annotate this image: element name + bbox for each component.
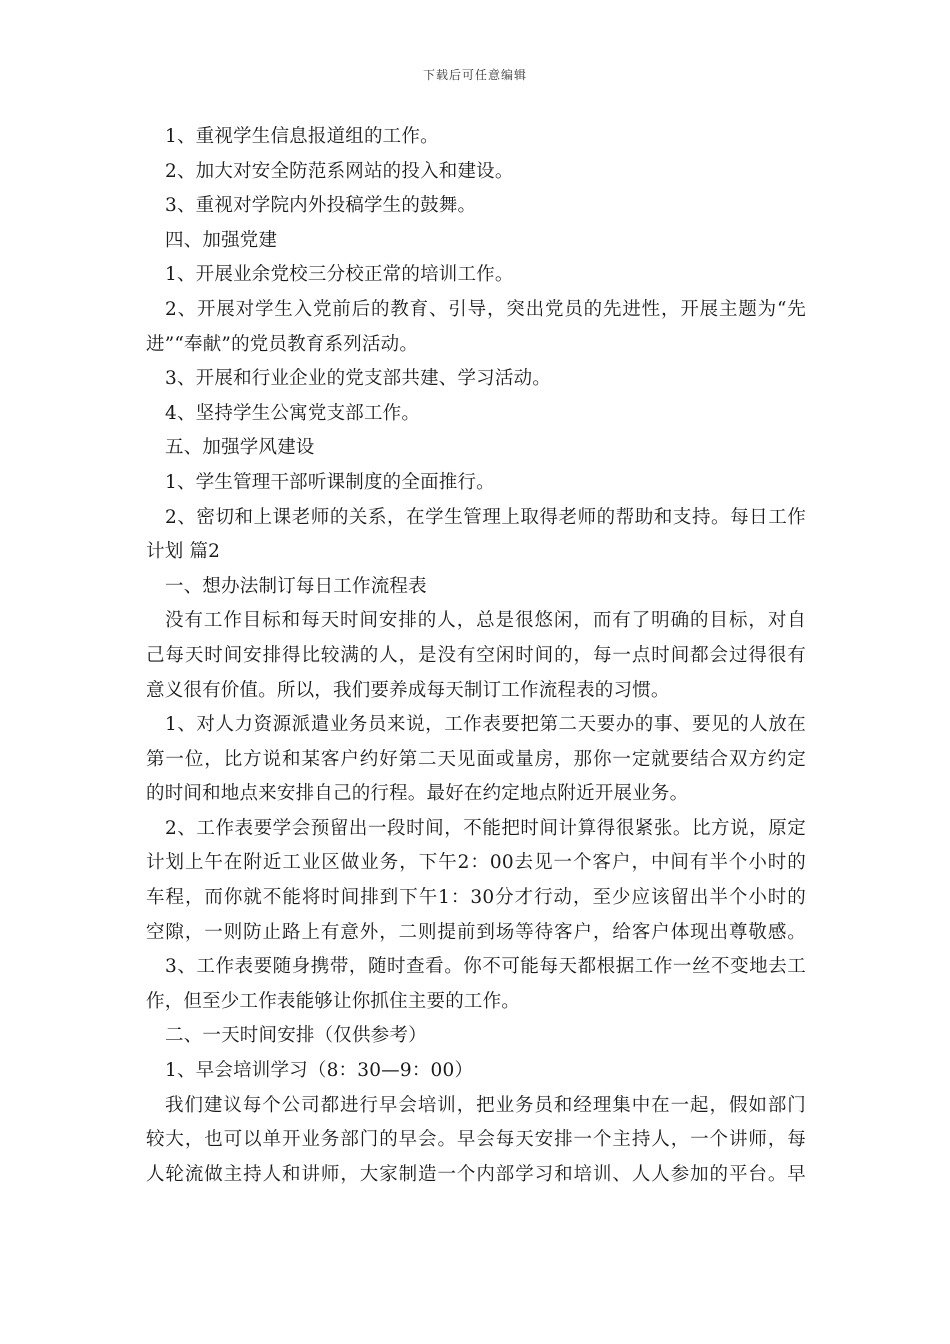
text-line: 的时间和地点来安排自己的行程。最好在约定地点附近开展业务。 xyxy=(146,783,689,805)
text-line: 1、开展业余党校三分校正常的培训工作。 xyxy=(165,264,514,286)
text-line: 车程，而你就不能将时间排到下午1：30分才行动，至少应该留出半个小时的 xyxy=(146,887,806,909)
text-line: 第一位，比方说和某客户约好第二天见面或量房，那你一定就要结合双方约定 xyxy=(146,748,806,770)
text-line: 1、对人力资源派遣业务员来说，工作表要把第二天要办的事、要见的人放在 xyxy=(165,714,806,736)
text-line: 2、密切和上课老师的关系，在学生管理上取得老师的帮助和支持。每日工作 xyxy=(165,506,806,528)
text-line: 没有工作目标和每天时间安排的人，总是很悠闲，而有了明确的目标，对自 xyxy=(165,610,806,632)
text-line: 3、工作表要随身携带，随时查看。你不可能每天都根据工作一丝不变地去工 xyxy=(165,956,806,978)
text-line: 人轮流做主持人和讲师，大家制造一个内部学习和培训、人人参加的平台。早 xyxy=(146,1163,806,1185)
text-line: 1、早会培训学习（8：30—9：00） xyxy=(165,1060,474,1082)
text-line: 1、学生管理干部听课制度的全面推行。 xyxy=(165,471,495,493)
text-line: 较大，也可以单开业务部门的早会。早会每天安排一个主持人，一个讲师，每 xyxy=(146,1129,806,1151)
text-line: 进”“奉献”的党员教育系列活动。 xyxy=(146,333,419,355)
text-line: 一、想办法制订每日工作流程表 xyxy=(165,575,427,597)
text-line: 3、重视对学院内外投稿学生的鼓舞。 xyxy=(165,195,477,217)
text-line: 2、加大对安全防范系网站的投入和建设。 xyxy=(165,160,514,182)
page-header: 下载后可任意编辑 xyxy=(422,68,527,82)
text-line: 四、加强党建 xyxy=(165,229,278,251)
text-line: 作，但至少工作表能够让你抓住主要的工作。 xyxy=(146,990,521,1012)
text-line: 五、加强学风建设 xyxy=(165,437,315,459)
text-line: 2、工作表要学会预留出一段时间，不能把时间计算得很紧张。比方说，原定 xyxy=(165,817,806,839)
text-line: 意义很有价值。所以，我们要养成每天制订工作流程表的习惯。 xyxy=(146,679,670,701)
text-line: 我们建议每个公司都进行早会培训，把业务员和经理集中在一起，假如部门 xyxy=(165,1094,806,1116)
text-line: 4、坚持学生公寓党支部工作。 xyxy=(165,402,421,424)
document-body xyxy=(146,120,806,1192)
text-line: 二、一天时间安排（仅供参考） xyxy=(165,1025,427,1047)
text-line: 1、重视学生信息报道组的工作。 xyxy=(165,126,439,147)
text-line: 2、开展对学生入党前后的教育、引导，突出党员的先进性，开展主题为“先 xyxy=(165,298,806,320)
text-line: 己每天时间安排得比较满的人，是没有空闲时间的，每一点时间都会过得很有 xyxy=(146,644,806,666)
text-line: 计划上午在附近工业区做业务，下午2：00去见一个客户，中间有半个小时的 xyxy=(146,852,806,874)
text-line: 计划 篇2 xyxy=(146,541,221,563)
text-line: 3、开展和行业企业的党支部共建、学习活动。 xyxy=(165,368,551,390)
text-line: 空隙，一则防止路上有意外，二则提前到场等待客户，给客户体现出尊敬感。 xyxy=(146,921,806,943)
